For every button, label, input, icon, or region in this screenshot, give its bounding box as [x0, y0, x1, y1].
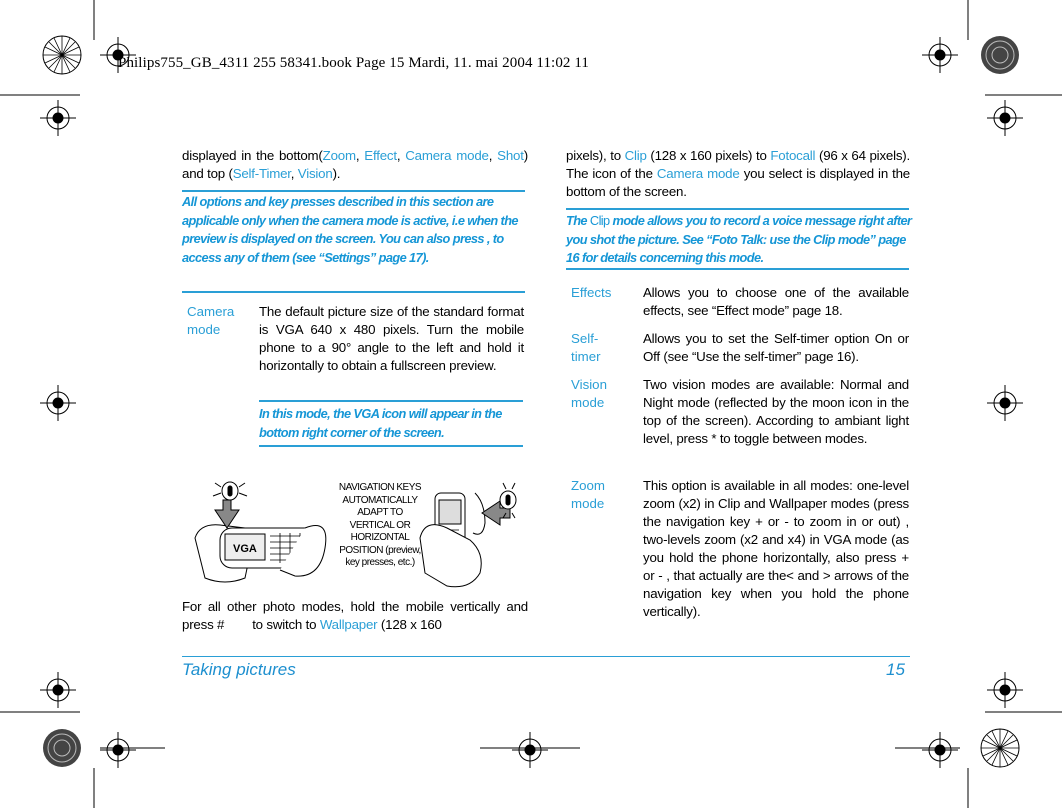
- left-bottom-paragraph: For all other photo modes, hold the mobile vertically and press # to switch to Wallpaper (128 x 160: [182, 599, 528, 632]
- right-note: The Clip mode allows you to record a voice message right after you shot the picture. See “Foto Talk: use the Clip mode” page 16 for details concerning this mode.: [566, 213, 912, 265]
- divider: [259, 445, 523, 447]
- footer-rule: [182, 656, 910, 657]
- divider: [566, 268, 909, 270]
- term-clip: Clip: [589, 213, 610, 228]
- left-note: All options and key presses described in this section are applicable only when the camera mode is active, i.e when the preview is displayed on the screen. You can also press , to access any of them (see “Settings” page 17).: [182, 194, 518, 265]
- term-camera-mode: Camera mode: [656, 166, 740, 181]
- desc-camera-mode: The default picture size of the standard format is VGA 640 x 480 pixels. Turn the mobile phone to a 90° angle to the left and hold it horizontally to obtain a fullscreen preview.: [259, 304, 524, 373]
- footer-title: Taking pictures: [182, 660, 296, 679]
- illustration-caption: NAVIGATION KEYS AUTOMATICALLY ADAPT TO VERTICAL OR HORIZONTAL POSITION (preview, key presses, etc.): [338, 482, 422, 568]
- divider: [182, 190, 525, 192]
- vga-label: VGA: [233, 543, 257, 555]
- page-number: 15: [886, 660, 905, 679]
- divider: [566, 208, 909, 210]
- term-camera-mode: Camera mode: [405, 148, 489, 163]
- divider: [259, 400, 523, 402]
- desc-effects: Allows you to choose one of the available effects, see “Effect mode” page 18.: [643, 285, 909, 318]
- term-zoom: Zoom: [322, 148, 356, 163]
- label-self-timer: Self-timer: [571, 331, 601, 364]
- right-intro-paragraph: pixels), to Clip (128 x 160 pixels) to Fotocall (96 x 64 pixels). The icon of the Camera mode you select is displayed in the bottom of the screen.: [566, 148, 911, 199]
- label-camera-mode: Camera mode: [187, 304, 235, 337]
- term-wallpaper: Wallpaper: [319, 617, 378, 632]
- desc-zoom-mode: This option is available in all modes: one-level zoom (x2) in Clip and Wallpaper modes (press the navigation key + or - to zoom in or out) , two-levels zoom (x2 and x4) in VGA mode (as you hold the phone horizontally, also press + or - , that actually are the< and > arrows of the navigation key when you hold the phone vertically).: [643, 478, 909, 619]
- print-header: Philips755_GB_4311 255 58341.book Page 15 Mardi, 11. mai 2004 11:02 11: [118, 55, 590, 71]
- label-vision-mode: Vision mode: [571, 377, 607, 410]
- label-zoom-mode: Zoom mode: [571, 478, 605, 511]
- left-intro-paragraph: displayed in the bottom(Zoom, Effect, Camera mode, Shot) and top (Self-Timer, Vision).: [182, 148, 528, 181]
- divider: [182, 291, 525, 293]
- hash-key: #: [217, 617, 225, 632]
- term-vision: Vision: [297, 166, 333, 181]
- term-shot: Shot: [497, 148, 524, 163]
- camera-mode-note: In this mode, the VGA icon will appear in the bottom right corner of the screen.: [259, 406, 502, 440]
- phone-illustration: [185, 478, 530, 593]
- term-fotocall: Fotocall: [770, 148, 816, 163]
- desc-vision-mode: Two vision modes are available: Normal and Night mode (reflected by the moon icon in the top of the screen). According to ambiant light level, press * to toggle between modes.: [643, 377, 909, 446]
- term-self-timer: Self-Timer: [232, 166, 291, 181]
- term-clip: Clip: [624, 148, 647, 163]
- term-effect: Effect: [364, 148, 397, 163]
- desc-self-timer: Allows you to set the Self-timer option On or Off (see “Use the self-timer” page 16).: [643, 331, 909, 364]
- label-effects: Effects: [571, 285, 612, 300]
